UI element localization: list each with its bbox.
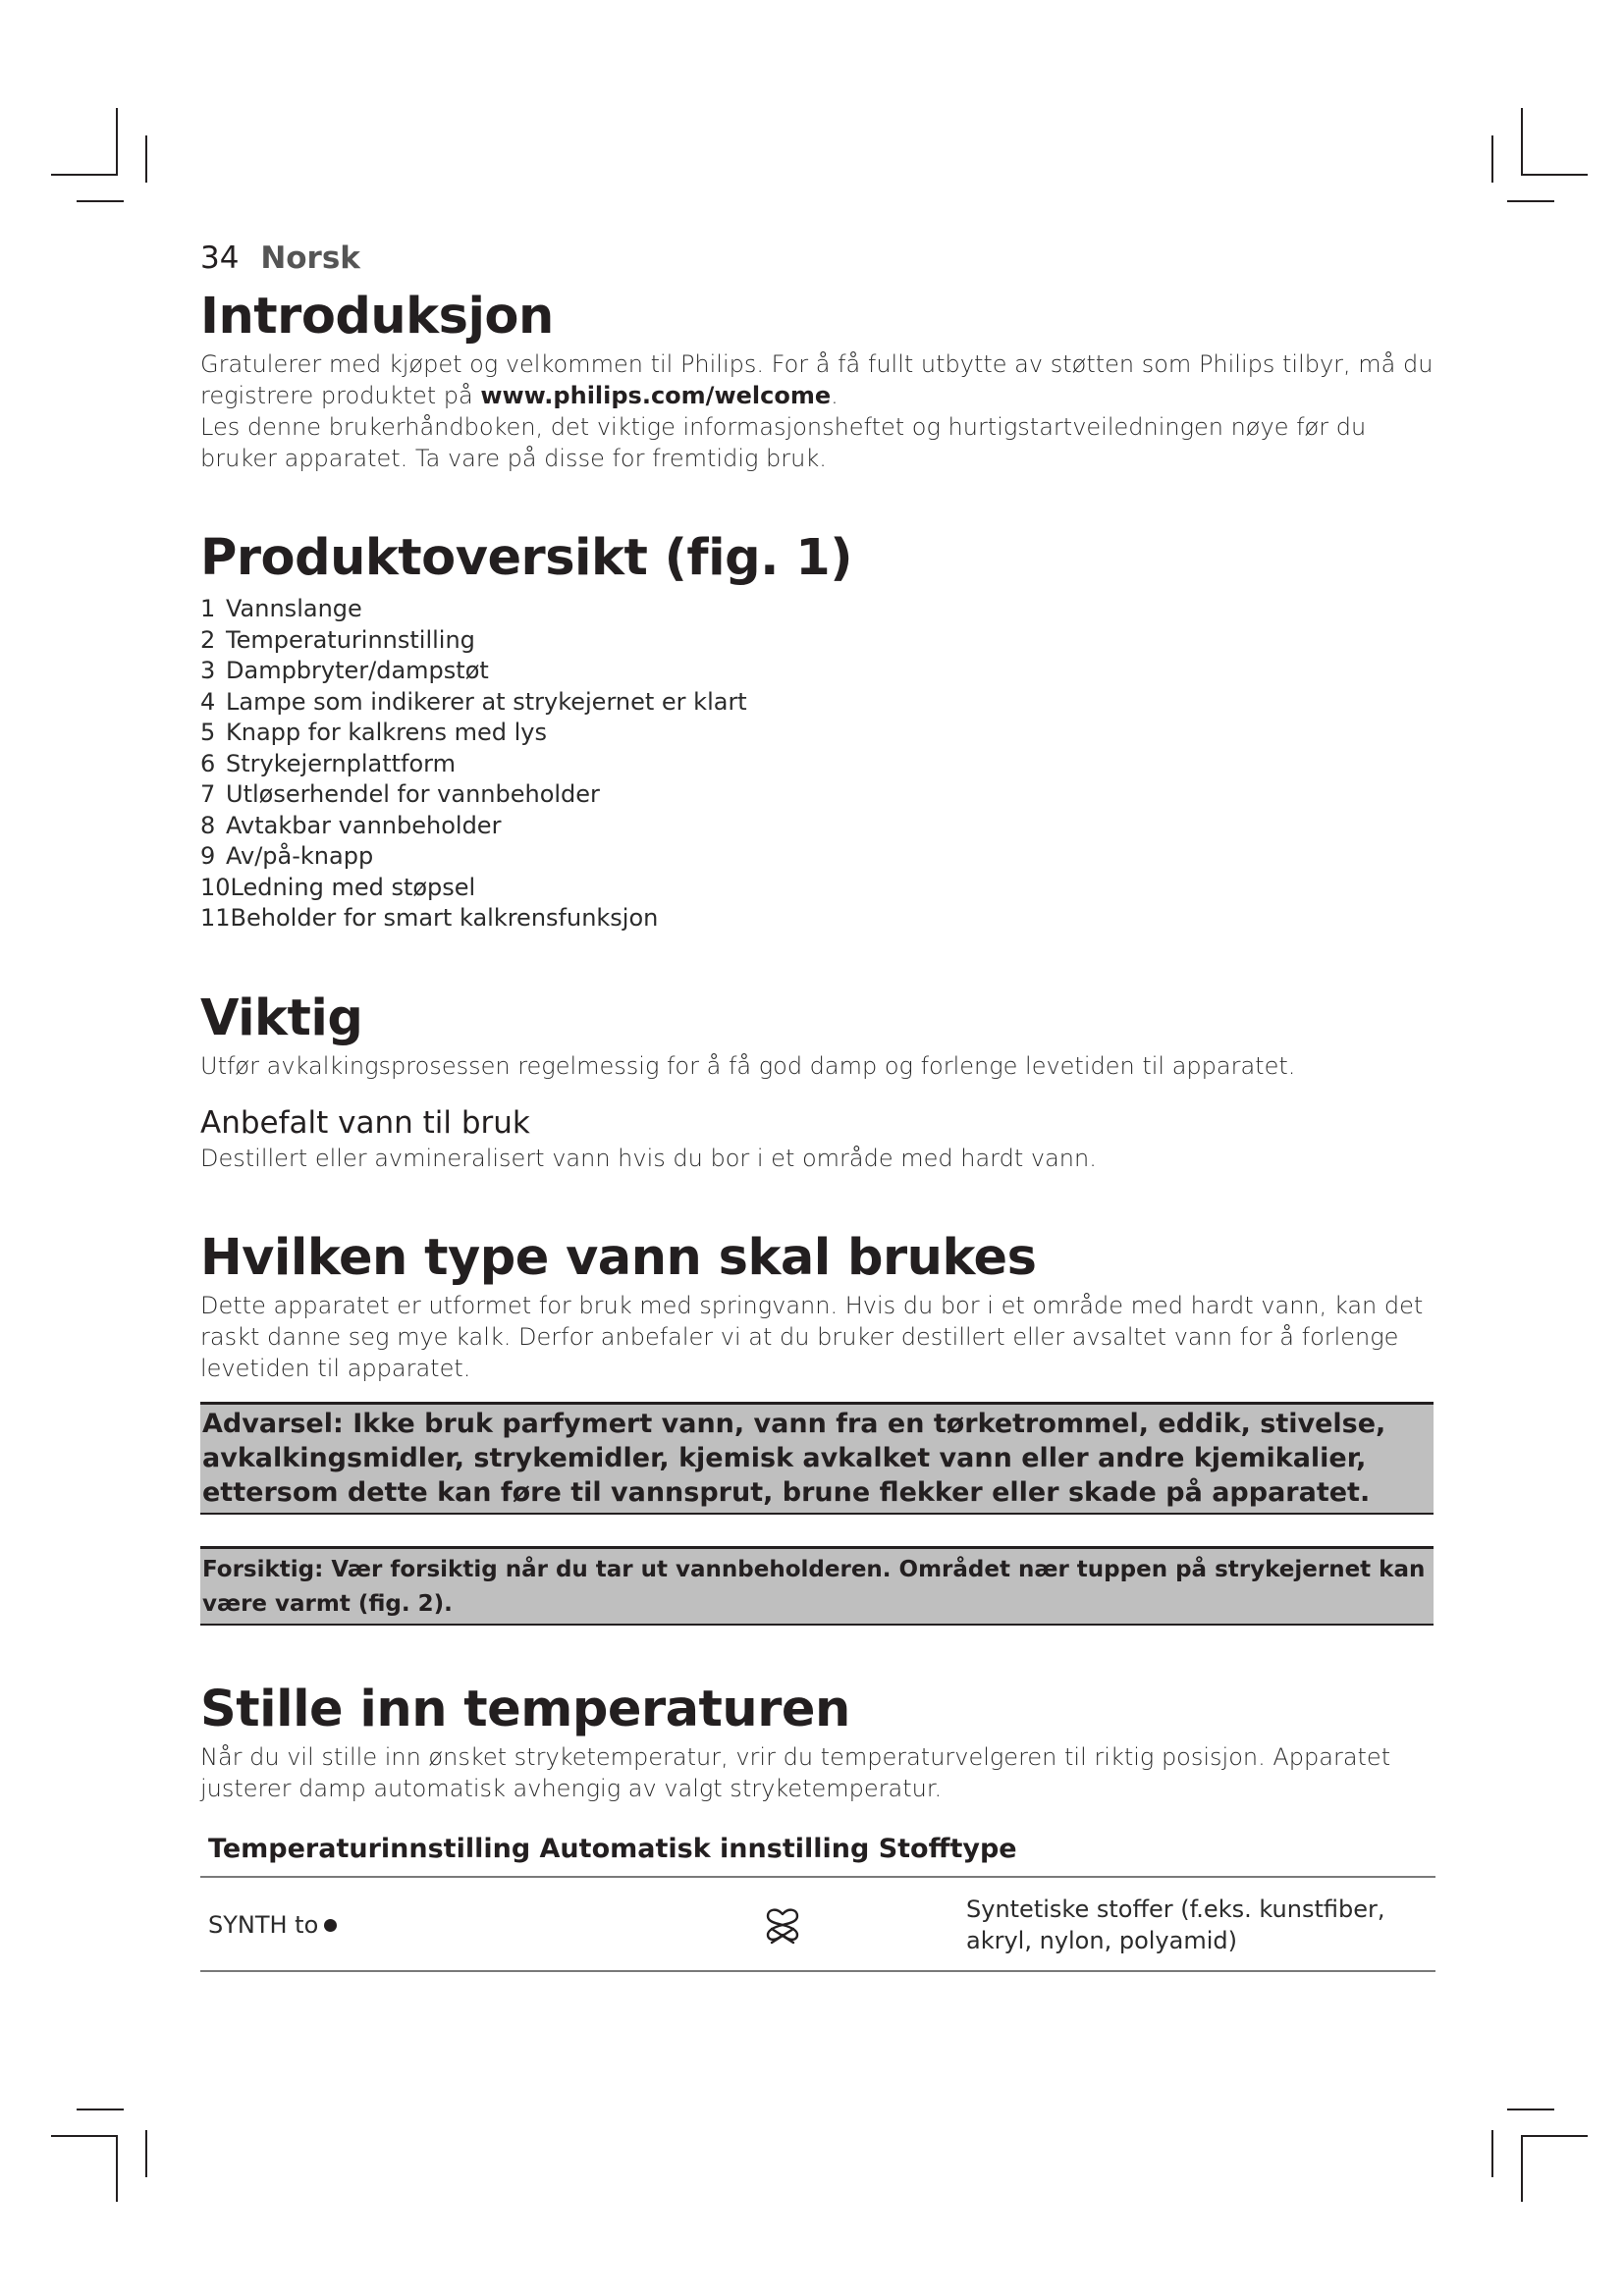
table-header: Temperaturinnstilling Automatisk innstilling Stofftype [200,1834,1435,1877]
item-number: 9 [200,842,216,870]
item-label: Vannslange [226,595,362,622]
crop-mark [1521,2135,1523,2202]
list-item [200,779,1434,811]
crop-mark [1521,174,1588,176]
page-content [200,239,1434,1972]
crop-mark [1521,2135,1588,2137]
item-label: Avtakbar vannbeholder [226,811,502,839]
list-item [200,718,1434,749]
item-label: Ledning med støpsel [230,873,476,901]
item-number: 11 [200,904,231,932]
item-label: Dampbryter/dampstøt [226,657,489,684]
table-row [200,1877,1435,1971]
item-label: Lampe som indikerer at strykejernet er klart [226,687,747,716]
crop-mark [1491,2130,1493,2177]
welcome-link[interactable]: www.philips.com/welcome [480,382,832,409]
temperature-table [200,1834,1435,1972]
section-title: Viktig [200,988,363,1047]
table-header-row [200,1834,1435,1877]
crop-mark [1507,2109,1554,2110]
item-number: 10 [200,873,231,901]
section-important [200,988,1434,1174]
list-item [200,873,1434,904]
section-title: Introduksjon [200,288,554,346]
recommended-water-text: Destillert eller avmineralisert vann hvis du bor i et område med hardt vann. [200,1144,1097,1172]
section-title: Produktoversikt (fig. 1) [200,529,852,587]
crop-mark [51,174,118,176]
item-label: Utløserhendel for vannbeholder [226,780,600,808]
dot-icon [324,1919,337,1932]
intro-paragraph-2: Les denne brukerhåndboken, det viktige informasjonsheftet og hurtigstartveiledningen nøye før du bruker apparatet. Ta vare på disse for fremtidig bruk. [200,413,1367,472]
item-label: Beholder for smart kalkrensfunksjon [230,904,659,932]
item-number: 6 [200,749,216,777]
list-item [200,841,1434,873]
page-number: 34 [200,240,240,276]
item-number: 5 [200,719,216,746]
list-item [200,811,1434,842]
list-item [200,903,1434,934]
item-number: 7 [200,780,216,808]
item-number: 3 [200,657,216,684]
caution-text: Forsiktig: Vær forsiktig når du tar ut vannbeholderen. Området nær tuppen på strykejernet kan være varmt (fig. 2). [202,1556,1426,1617]
crop-mark [77,2109,124,2110]
list-item [200,625,1434,657]
item-number: 1 [200,595,216,622]
section-title: Hvilken type vann skal brukes [200,1228,1037,1287]
list-item [200,749,1434,780]
list-item [200,687,1434,719]
intro-text: Gratulerer med kjøpet og velkommen til Philips. For å få fullt utbytte av støtten som Philips tilbyr, må du registrere produktet på [200,350,1434,409]
crop-mark [77,200,124,202]
intro-text-end: . [831,382,839,409]
important-text: Utfør avkalkingsprosessen regelmessig for å få god damp og forlenge levetiden til apparatet. [200,1051,1296,1080]
setting-label: SYNTH to [208,1910,319,1939]
fabric-care-icon [760,1905,805,1945]
item-label: Strykejernplattform [226,749,456,777]
fabric-cell: Syntetiske stoffer (f.eks. kunstfiber, akryl, nylon, polyamid) [958,1877,1435,1971]
section-water-type [200,1227,1434,1626]
crop-mark [1521,108,1523,175]
section-introduction [200,286,1434,474]
crop-mark [1507,200,1554,202]
item-number: 4 [200,687,216,716]
page-language: Norsk [260,240,360,276]
crop-mark [116,108,118,175]
page-header [200,239,1434,278]
crop-mark [1491,135,1493,183]
section-temperature [200,1679,1434,1972]
section-title: Stille inn temperaturen [200,1680,850,1738]
item-number: 8 [200,811,216,839]
caution-box [200,1546,1434,1626]
item-number: 2 [200,625,216,654]
crop-mark [51,2135,118,2137]
item-label: Temperaturinnstilling [226,625,475,654]
list-item [200,656,1434,687]
section-product-overview [200,527,1434,934]
item-label: Knapp for kalkrens med lys [226,719,547,746]
crop-mark [116,2135,118,2202]
item-label: Av/på-knapp [226,842,374,870]
warning-box [200,1402,1434,1515]
temperature-text: Når du vil stille inn ønsket stryketemperatur, vrir du temperaturvelgeren til riktig posisjon. Apparatet justerer damp automatisk avhengig av valgt stryketemperatur. [200,1742,1391,1802]
crop-mark [145,135,147,183]
intro-paragraph [200,348,1434,411]
product-parts-list [200,594,1434,934]
auto-setting-cell [707,1877,958,1971]
setting-cell [200,1877,707,1971]
list-item [200,594,1434,625]
water-text: Dette apparatet er utformet for bruk med springvann. Hvis du bor i et område med hardt vann, kan det raskt danne seg mye kalk. Derfor anbefaler vi at du bruker destillert eller avsaltet vann for å forlenge levetiden til apparatet. [200,1291,1424,1382]
crop-mark [145,2130,147,2177]
warning-text: Advarsel: Ikke bruk parfymert vann, vann fra en tørketrommel, eddik, stivelse, avkalkingsmidler, strykemidler, kjemisk avkalket vann eller andre kjemikalier, ettersom dette kan føre til vannsprut, brune flekker eller skade på apparatet. [202,1408,1386,1508]
subsection-title: Anbefalt vann til bruk [200,1104,530,1141]
